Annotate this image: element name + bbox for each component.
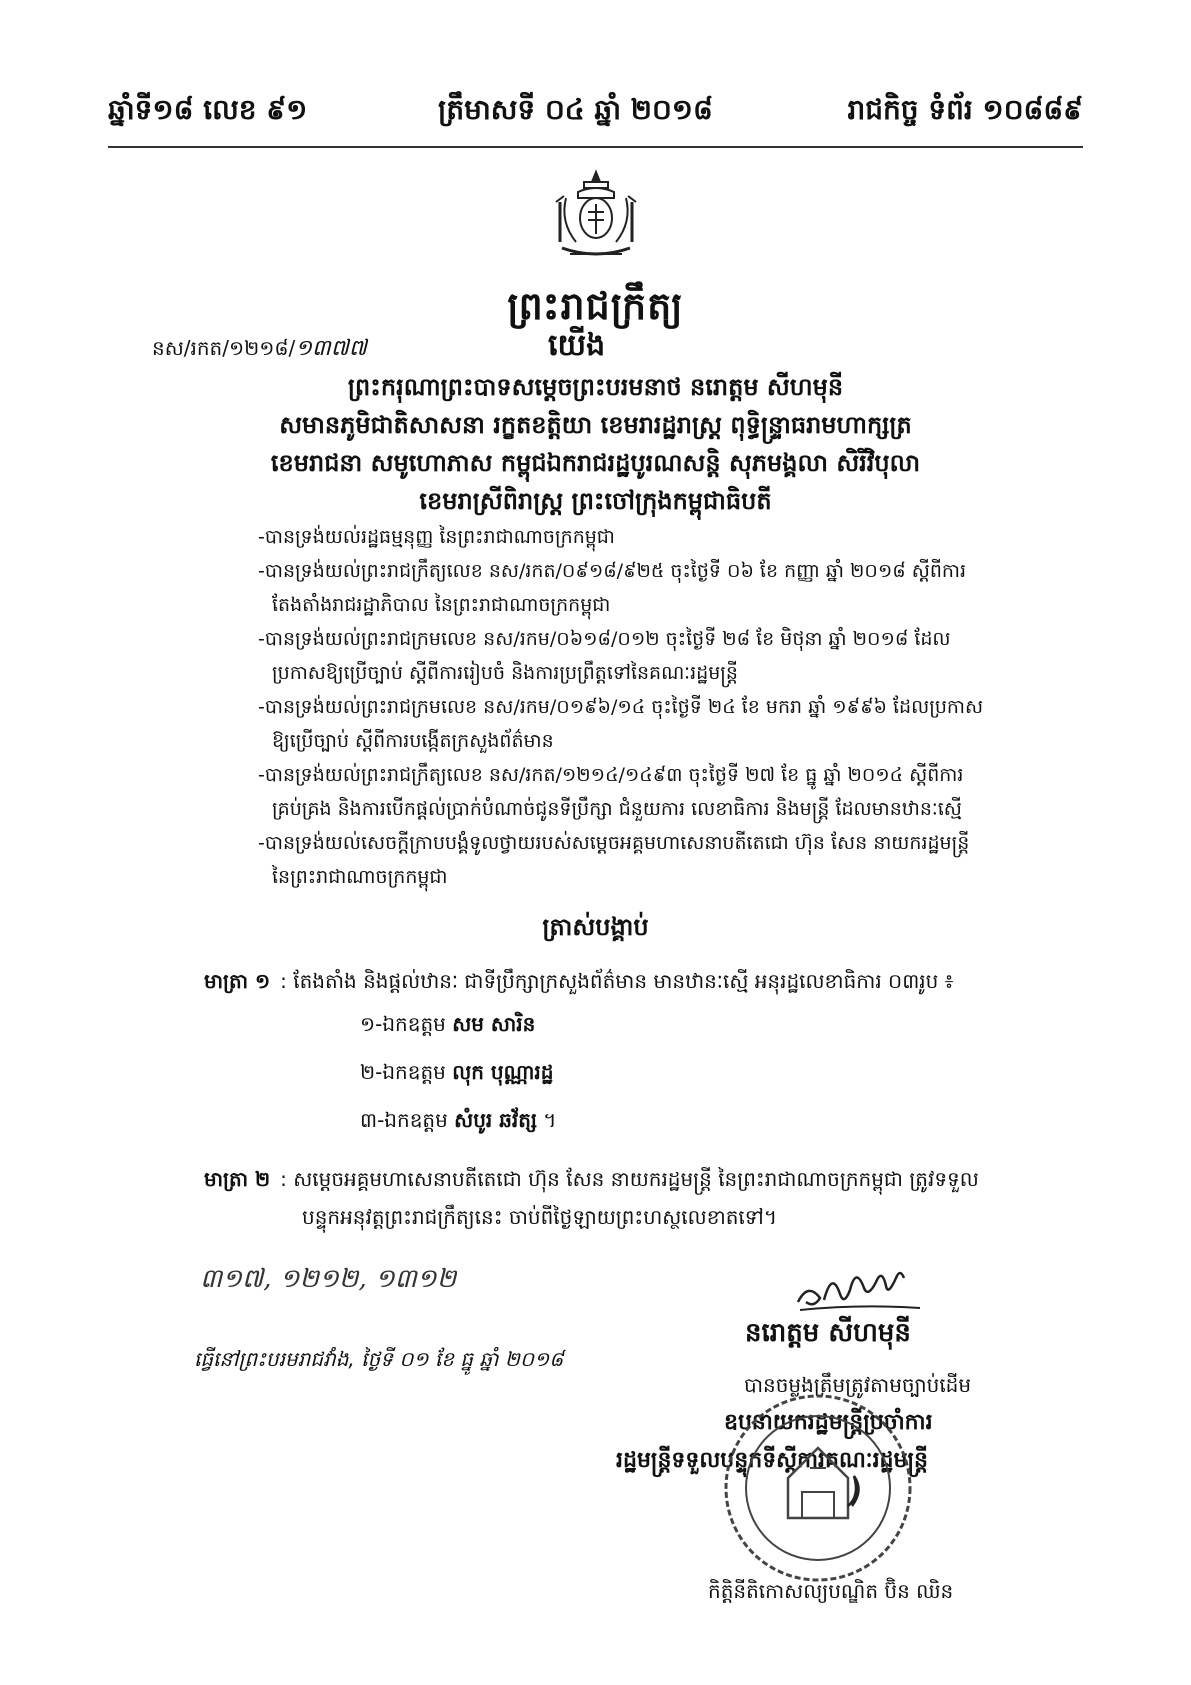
visa-text: -បានទ្រង់យល់ព្រះរាជក្រឹត្យលេខ នស/រកត/១២១៤/១៤៩៣ ចុះថ្ងៃទី ២៧ ខែ ធ្នូ ឆ្នាំ ២០១៤ ស្ដីពីការ — [258, 764, 964, 786]
visa-text-cont: ប្រកាសឱ្យប្រើច្បាប់ ស្ដីពីការរៀបចំ និងការប្រព្រឹត្តទៅនៃគណៈរដ្ឋមន្ត្រី — [272, 662, 738, 684]
appointee-item: ៣-ឯកឧត្តម សំបូរ ឆវ័ត្ស ។ — [360, 1108, 557, 1132]
visa-item — [258, 690, 1078, 758]
visa-list — [258, 520, 1078, 894]
visa-text-cont: គ្រប់គ្រង និងការបើកផ្ដល់ប្រាក់បំណាច់ជូនទីប្រឹក្សា ជំនួយការ លេខាធិការ និងមន្ត្រី ដែលមានឋានៈស្មើ — [272, 798, 962, 820]
visa-text: -បានទ្រង់យល់ព្រះរាជក្រឹត្យលេខ នស/រកត/០៩១៨/៩២៥ ចុះថ្ងៃទី ០៦ ខែ កញ្ញា ឆ្នាំ ២០១៨ ស្ដីពីការ — [258, 560, 967, 582]
visa-item — [258, 520, 1078, 554]
article-2-text: : សម្ដេចអគ្គមហាសេនាបតីតេជោ ហ៊ុន សែន នាយករដ្ឋមន្ត្រី នៃព្រះរាជាណាចក្រកម្ពុជា ត្រូវទទួល — [280, 1167, 979, 1191]
king-title-line-1: ព្រះករុណាព្រះបាទសម្ដេចព្រះបរមនាថ នរោត្តម សីហមុនី — [347, 373, 844, 401]
decree-reference-number — [152, 334, 367, 366]
article-2-label: មាត្រា ២ — [204, 1167, 271, 1191]
signatory-name: នរោត្តម សីហមុនី — [745, 1318, 911, 1348]
gazette-header — [108, 92, 1083, 138]
gazette-page: រាជកិច្ច ទំព័រ ១០៨៨៩ — [847, 93, 1083, 126]
minister-title: រដ្ឋមន្ត្រីទទួលបន្ទុកទីស្ដីការគណៈរដ្ឋមន្ត្រី — [616, 1448, 929, 1473]
header-divider — [108, 146, 1083, 148]
king-title-line-2: សមានភូមិជាតិសាសនា រក្ខតខត្តិយា ខេមរារដ្ឋរាស្ត្រ ពុទ្ធិន្ទ្រាធរាមហាក្សត្រ — [279, 411, 912, 439]
article-1-text: : តែងតាំង និងផ្ដល់ឋានៈ ជាទីប្រឹក្សាក្រសួងព័ត៌មាន មានឋានៈស្មើ អនុរដ្ឋលេខាធិការ ០៣រូប ៖ — [280, 969, 954, 993]
visa-text: -បានទ្រង់យល់ព្រះរាជក្រមលេខ នស/រកម/០១៩៦/១៤ ចុះថ្ងៃទី ២៤ ខែ មករា ឆ្នាំ ១៩៩៦ ដែលប្រកាស — [258, 696, 984, 718]
article-1 — [204, 962, 1084, 1000]
visa-item — [258, 554, 1078, 622]
place-and-date: ធ្វើនៅព្រះបរមរាជវាំង, ថ្ងៃទី ០១ ខែ ធ្នូ ឆ្នាំ ២០១៨ — [194, 1347, 564, 1371]
official-seal — [718, 1388, 918, 1588]
visa-text-cont: នៃព្រះរាជាណាចក្រកម្ពុជា — [272, 866, 448, 888]
appointee-list — [360, 1000, 556, 1144]
king-title-line-3: ខេមរាជនា សមូហោភាស កម្ពុជឯករាជរដ្ឋបូរណសន្តិ សុភមង្គលា សិរីវិបុលា — [270, 449, 921, 477]
reference-prefix: នស/រកត/១២១៨/ — [152, 336, 296, 360]
article-2 — [204, 1160, 1084, 1236]
appointee-name: សំបូរ ឆវ័ត្ស — [454, 1108, 537, 1132]
handwritten-date: ៣១៧, ១២១២, ១៣១២ — [200, 1264, 457, 1294]
royal-signature — [790, 1250, 940, 1320]
visa-text-cont: ឱ្យប្រើច្បាប់ ស្ដីពីការបង្កើតក្រសួងព័ត៌មាន — [272, 730, 554, 752]
article-1-label: មាត្រា ១ — [204, 969, 271, 993]
appointee-name: លុក បុណ្ណារដ្ឋ — [452, 1060, 554, 1084]
decree-title: ព្រះរាជក្រឹត្យ — [507, 284, 684, 328]
appointee-item: ១-ឯកឧត្តម សម សារិន — [360, 1012, 536, 1036]
appointee-item: ២-ឯកឧត្តម លុក បុណ្ណារដ្ឋ — [360, 1060, 554, 1084]
appointee-name: សម សារិន — [452, 1012, 536, 1036]
gazette-year-number: ឆ្នាំទី១៨ លេខ ៩១ — [108, 93, 308, 126]
certified-copy-note: បានចម្លងត្រឹមត្រូវតាមច្បាប់ដើម — [744, 1373, 972, 1397]
decides-heading: ត្រាស់បង្គាប់ — [542, 913, 649, 941]
visa-text-cont: តែងតាំងរាជរដ្ឋាភិបាល នៃព្រះរាជាណាចក្រកម្ពុជា — [272, 594, 611, 616]
deputy-pm-title: ឧបនាយករដ្ឋមន្ត្រីប្រចាំការ — [724, 1410, 933, 1435]
visa-item — [258, 622, 1078, 690]
visa-text: -បានទ្រង់យល់រដ្ឋធម្មនុញ្ញ នៃព្រះរាជាណាចក្រកម្ពុជា — [258, 526, 615, 548]
visa-text: -បានទ្រង់យល់ព្រះរាជក្រមលេខ នស/រកម/០៦១៨/០១២ ចុះថ្ងៃទី ២៨ ខែ មិថុនា ឆ្នាំ ២០១៨ ដែល — [258, 628, 951, 650]
visa-item — [258, 758, 1078, 826]
gazette-quarter: ត្រឹមាសទី ០៤ ឆ្នាំ ២០១៨ — [438, 93, 713, 126]
visa-item — [258, 826, 1078, 894]
yeung-heading: យើង — [548, 328, 606, 363]
royal-arms-emblem-icon — [548, 168, 644, 264]
article-2-text-cont: បន្ទុកអនុវត្តព្រះរាជក្រឹត្យនេះ ចាប់ពីថ្ងៃឡាយព្រះហស្ថលេខាតទៅ។ — [302, 1205, 778, 1229]
reference-handwritten: ១៣៧៧ — [295, 336, 367, 361]
countersigner-name: កិត្តិនីតិកោសល្យបណ្ឌិត ប៊ិន ឈិន — [708, 1579, 954, 1603]
visa-text: -បានទ្រង់យល់សេចក្ដីក្រាបបង្គំទូលថ្វាយរបស់សម្ដេចអគ្គមហាសេនាបតីតេជោ ហ៊ុន សែន នាយករដ្ឋមន្ត្រី — [258, 832, 970, 854]
king-title-line-4: ខេមរាស្រីពិរាស្ត្រ ព្រះចៅក្រុងកម្ពុជាធិបតី — [419, 487, 772, 515]
